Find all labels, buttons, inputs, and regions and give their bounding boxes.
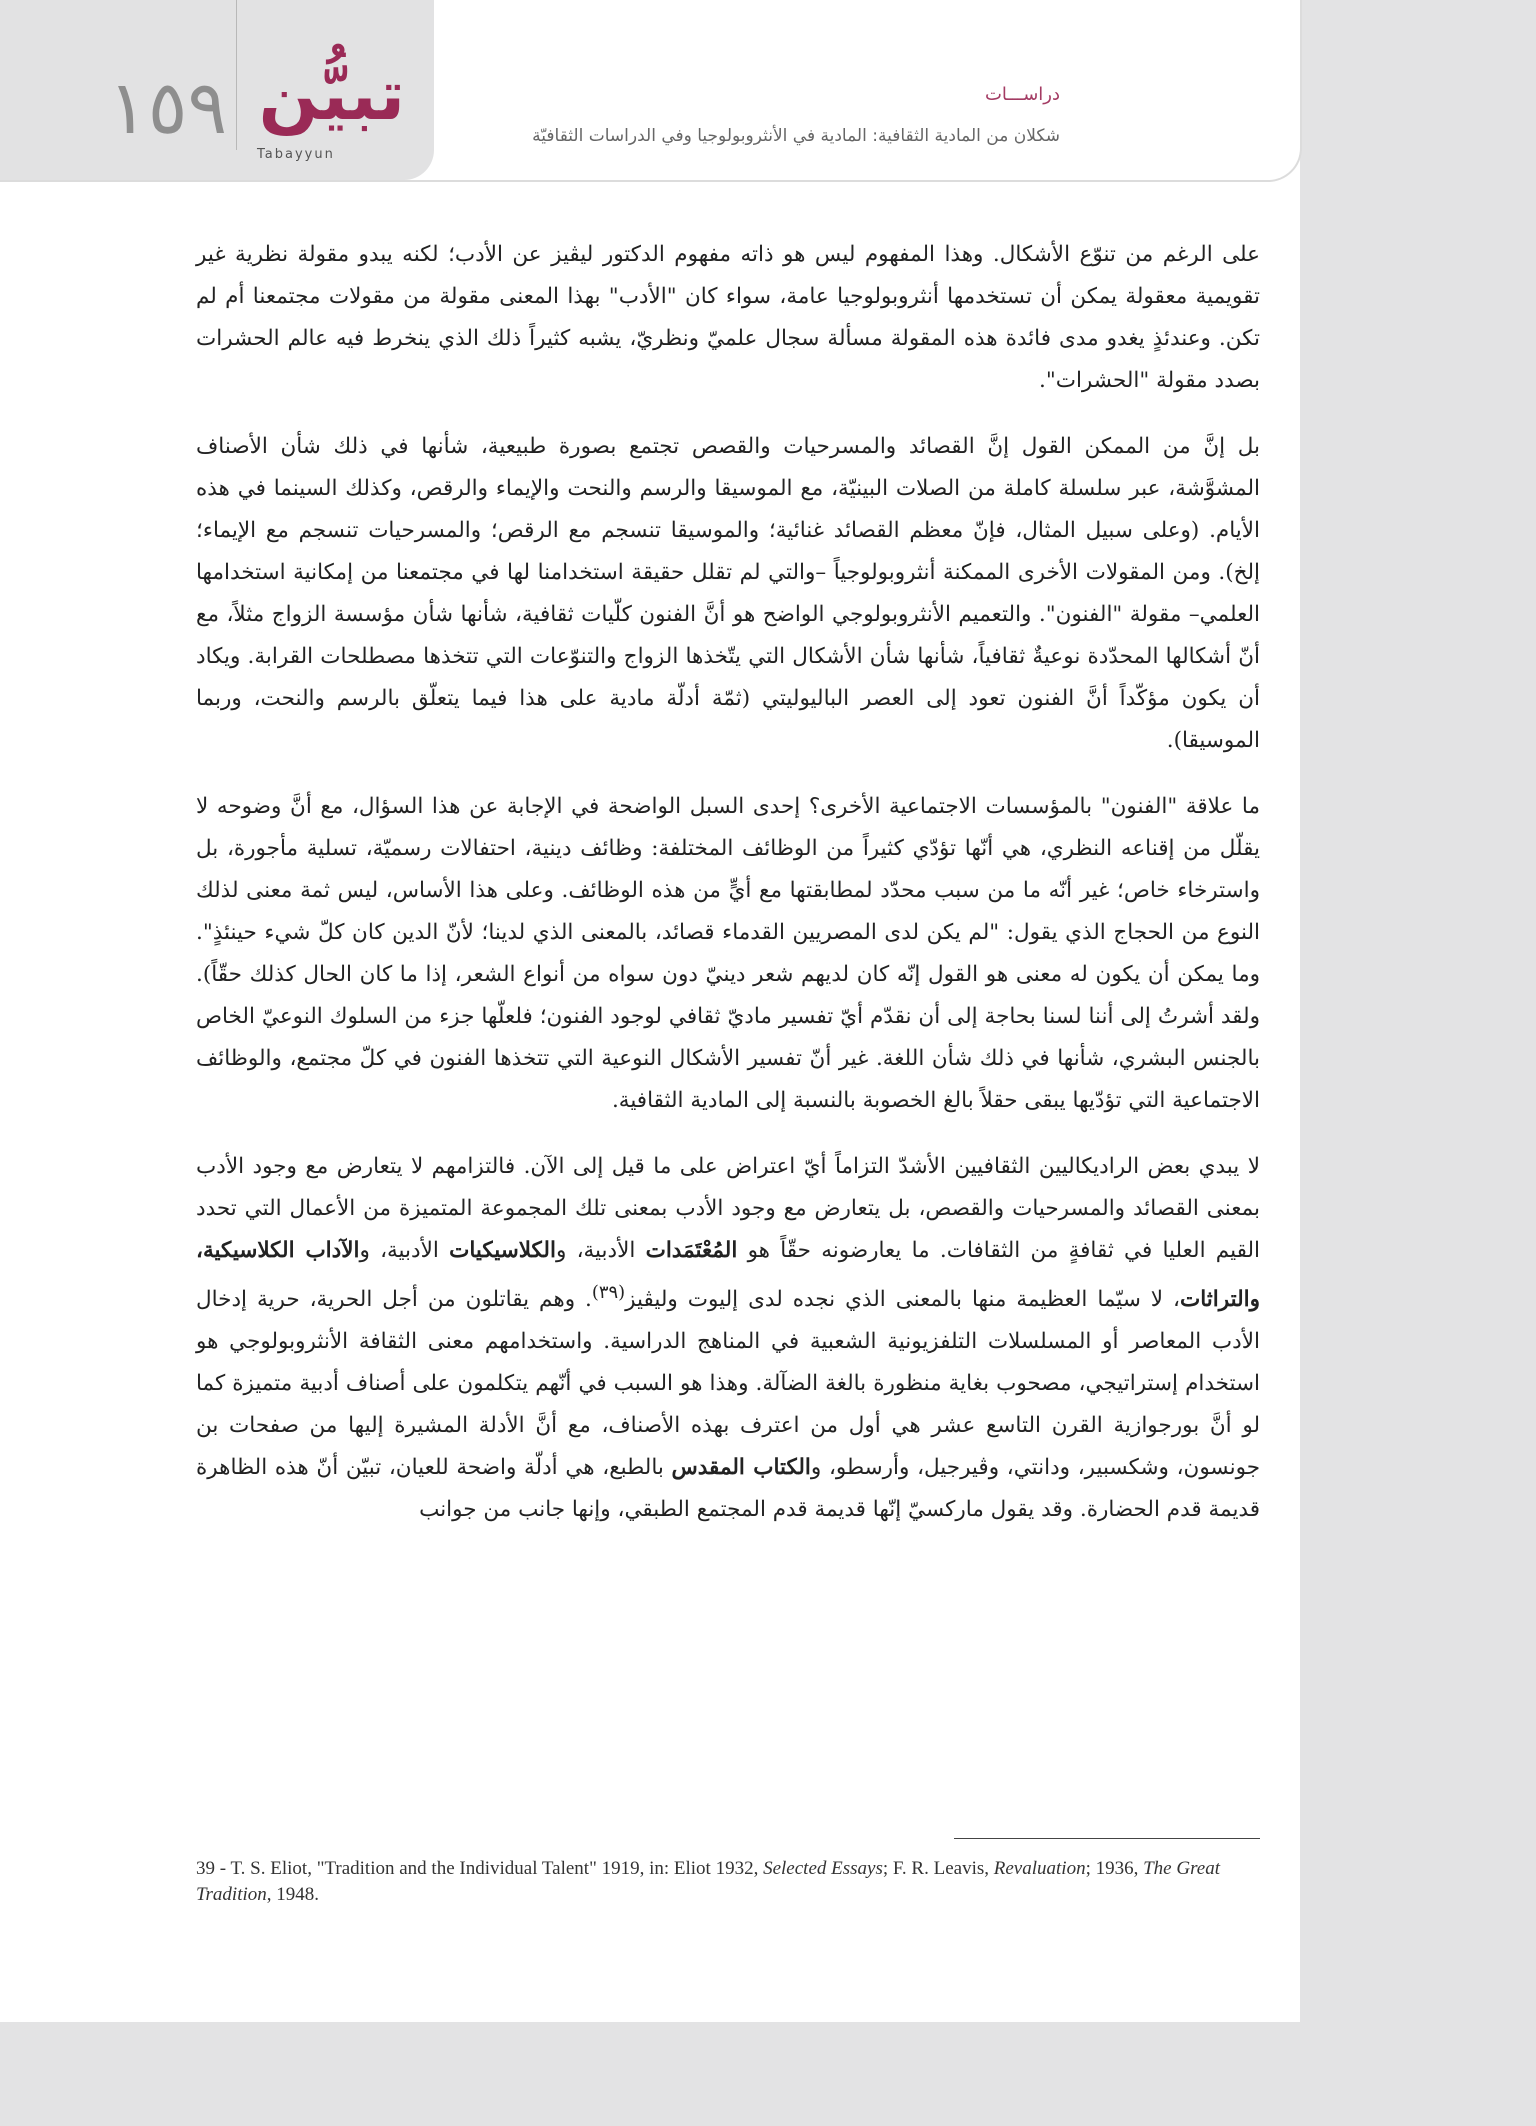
text-run: على الرغم من تنوّع الأشكال. وهذا المفهوم ليس هو ذاته مفهوم الدكتور ليڤيز عن الأدب؛ لكنه يبدو مقولة نظرية غير تقويمية معقولة يمكن أن تستخدمها أنثروبولوجيا عامة، سواء كان "الأدب" بهذا المعنى مقولة من مقولات مجتمعنا أم لم تكن. وعندئذٍ يغدو مدى فائدة هذه المقولة مسألة سجال علميّ ونظريّ، يشبه كثيراً ذلك الذي ينخرط فيه عالم الحشرات بصدد مقولة "الحشرات". [196, 242, 1260, 393]
bold-term: الكلاسيكيات [449, 1238, 556, 1263]
text-run: بل إنَّ من الممكن القول إنَّ القصائد والمسرحيات والقصص تجتمع بصورة طبيعية، شأنها في ذلك شأن الأصناف المشوَّشة، عبر سلسلة كاملة من الصلات البينيّة، مع الموسيقا والرسم والنحت والإيماء والرقص، وكذلك السينما في هذه الأيام. (وعلى سبيل المثال، فإنّ معظم القصائد غنائية؛ والموسيقا تنسجم مع الرقص؛ والمسرحيات تنسجم مع الإيماء؛ إلخ). ومن المقولات الأخرى الممكنة أنثروبولوجياً –والتي لم تقلل حقيقة استخدامنا لها في مجتمعنا من إمكانية استخدامها العلمي– مقولة "الفنون". والتعميم الأنثروبولوجي الواضح هو أنَّ الفنون كلّيات ثقافية، شأنها شأن مؤسسة الزواج مثلاً، مع أنّ أشكالها المحدّدة نوعيةٌ ثقافياً، شأنها شأن الأشكال التي يتّخذها الزواج والتنوّعات التي تتخذها مصطلحات القرابة. ويكاد أن يكون مؤكّداً أنَّ الفنون تعود إلى العصر الباليوليتي (ثمّة أدلّة مادية على هذا فيما يتعلّق بالرسم والنحت، وربما الموسيقا). [196, 434, 1260, 753]
bold-term: المُعْتَمَدات [645, 1238, 738, 1263]
paragraph [196, 786, 1260, 1122]
paragraph [196, 234, 1260, 402]
text-run: الأدبية، و [359, 1238, 450, 1263]
page-margin-bottom [0, 2022, 1536, 2126]
logo-latin-wordmark: Tabayyun [257, 147, 335, 162]
italic-title: Revaluation [993, 1858, 1086, 1879]
text-run: , 1948. [266, 1884, 319, 1905]
bold-term: الكتاب المقدس [671, 1455, 811, 1481]
text-run: ; F. R. Leavis, [882, 1858, 994, 1879]
italic-title: The Great Tradition [196, 1858, 1220, 1905]
text-run: لا يبدي بعض الراديكاليين الثقافيين الأشدّ التزاماً أيّ اعتراض على ما قيل إلى الآن. فالتزامهم لا يتعارض مع وجود الأدب بمعنى القصائد والمسرحيات والقصص، بل يتعارض مع وجود الأدب بمعنى تلك المجموعة المتميزة من الأعمال التي تحدد القيم العليا في ثقافةٍ من الثقافات. ما يعارضونه حقّاً هو [196, 1154, 1260, 1263]
paragraph [196, 426, 1260, 762]
page-header [0, 0, 1302, 182]
text-run: ما علاقة "الفنون" بالمؤسسات الاجتماعية الأخرى؟ إحدى السبل الواضحة في الإجابة عن هذا السؤال، مع أنَّ وضوحه لا يقلّل من إقناعه النظري، هي أنّها تؤدّي كثيراً من الوظائف المختلفة: وظائف دينية، احتفالات رسميّة، تسلية مأجورة، بل واسترخاء خاص؛ غير أنّه ما من سبب محدّد لمطابقتها مع أيٍّ من هذه الوظائف. وعلى هذا الأساس، ليس ثمة معنى لذلك النوع من الحجاج الذي يقول: "لم يكن لدى المصريين القدماء قصائد، بالمعنى الذي لدينا؛ لأنّ الدين كان كلّ شيء حينئذٍ". وما يمكن أن يكون له معنى هو القول إنّه كان لديهم شعر دينيّ دون سواه من أنواع الشعر، إذا ما كان الحال كذلك حقّاً). ولقد أشرتُ إلى أننا لسنا بحاجة إلى أن نقدّم أيّ تفسير ماديّ ثقافي لوجود الفنون؛ فلعلّها جزء من السلوك النوعيّ الخاص بالجنس البشري، شأنها في ذلك شأن اللغة. غير أنّ تفسير الأشكال النوعية التي تتخذها الفنون في كلّ مجتمع، والوظائف الاجتماعية التي تؤدّيها يبقى حقلاً بالغ الخصوبة بالنسبة إلى المادية الثقافية. [196, 794, 1260, 1113]
text-run: . وهم يقاتلون من أجل الحرية، حرية إدخال الأدب المعاصر أو المسلسلات التلفزيونية الشعبية في المناهج الدراسية. واستخدامهم معنى الثقافة الأنثروبولوجي هو استخدام إستراتيجي، مصحوب بغاية منظورة بالغة الضآلة. وهذا هو السبب في أنّهم يتكلمون على أصناف أدبية متميزة كما لو أنَّ بورجوازية القرن التاسع عشر هي أول من اعترف بهذه الأصناف، مع أنَّ الأدلة المشيرة إليها من صفحات بن جونسون، وشكسبير، ودانتي، وڤيرجيل، وأرسطو، و [196, 1287, 1260, 1481]
text-run: الأدبية، و [555, 1238, 646, 1263]
footnote-rule [954, 1838, 1260, 1839]
paragraph [196, 1146, 1260, 1531]
footnote-ref: (٣٩) [591, 1282, 626, 1303]
bold-term: الآداب الكلاسيكية، والتراثات [196, 1238, 1260, 1313]
text-run: 39 - T. S. Eliot, "Tradition and the Individual Talent" 1919, in: Eliot 1932, [196, 1858, 764, 1879]
page-number: ١٥٩ [108, 65, 228, 151]
logo-arabic-wordmark: تبيُّن [258, 54, 405, 136]
running-title: شكلان من المادية الثقافية: المادية في الأنثروبولوجيا وفي الدراسات الثقافيّة [532, 126, 1060, 146]
section-label: دراســـات [984, 84, 1060, 105]
journal-logo [255, 45, 405, 165]
page-margin-right [1300, 0, 1536, 2126]
header-divider [236, 0, 237, 150]
footnote-39 [196, 1856, 1260, 1908]
text-run: بالطبع، هي أدلّة واضحة للعيان، تبيّن أنّ هذه الظاهرة قديمة قدم الحضارة. وقد يقول ماركسيّ إنّها قديمة قدم المجتمع الطبقي، وإنها جانب من جوانب [196, 1455, 1260, 1523]
article-body [196, 234, 1260, 1555]
italic-title: Selected Essays [763, 1858, 883, 1879]
text-run: ; 1936, [1085, 1858, 1144, 1879]
text-run: ، لا سيّما العظيمة منها بالمعنى الذي نجده لدى إليوت وليڤيز [625, 1287, 1180, 1313]
